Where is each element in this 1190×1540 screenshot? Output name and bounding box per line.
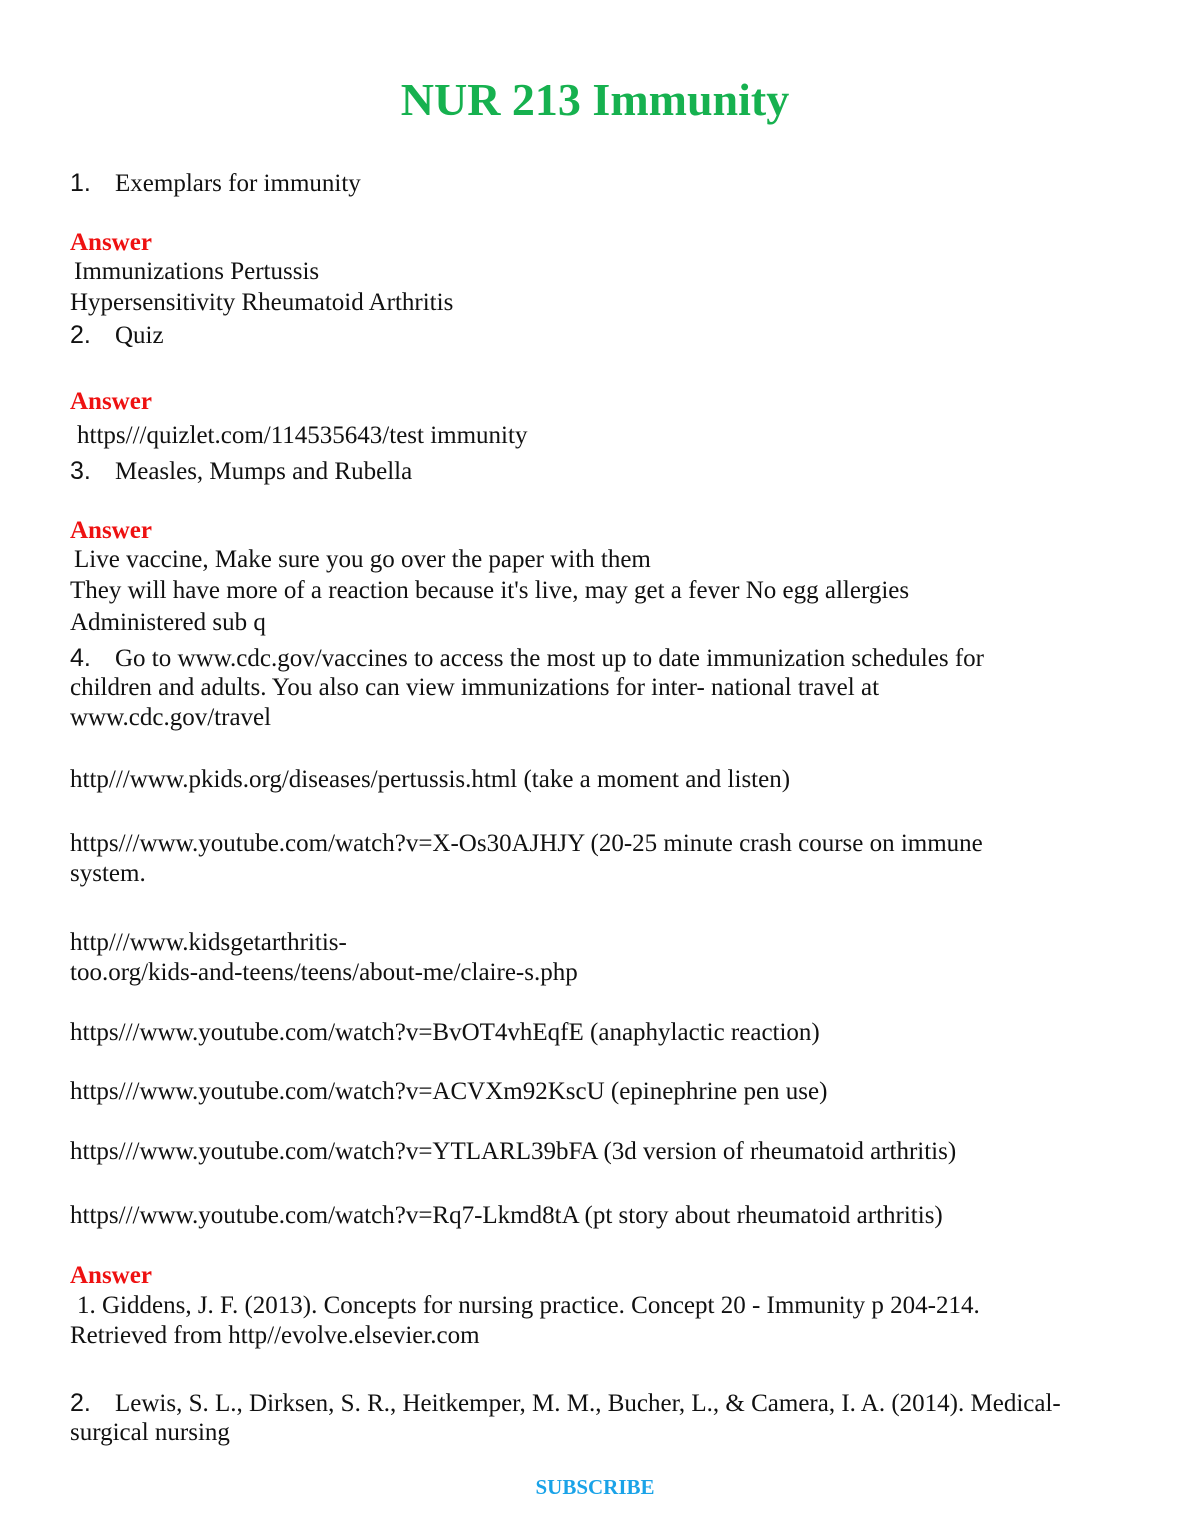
reference-line: Retrieved from http//evolve.elsevier.com — [70, 1322, 480, 1349]
question-number: 2. — [70, 321, 91, 349]
resource-link[interactable]: https///www.youtube.com/watch?v=YTLARL39bFA (3d version of rheumatoid arthritis) — [70, 1138, 957, 1165]
answer-line: Immunizations Pertussis — [74, 258, 320, 285]
question-text: Measles, Mumps and Rubella — [115, 458, 413, 485]
answer-line: Administered sub q — [70, 609, 266, 636]
reference-line: surgical nursing — [70, 1419, 230, 1446]
resource-link[interactable]: http///www.pkids.org/diseases/pertussis.html (take a moment and listen) — [70, 766, 791, 793]
reference-2 — [70, 1388, 1130, 1419]
answer-line: https///quizlet.com/114535643/test immunity — [77, 422, 528, 449]
question-4-line: children and adults. You also can view immunizations for inter- national travel at — [70, 674, 880, 701]
question-text: Go to www.cdc.gov/vaccines to access the most up to date immunization schedules for — [115, 645, 984, 672]
answer-line: Live vaccine, Make sure you go over the paper with them — [74, 546, 651, 573]
question-number: 4. — [70, 644, 91, 672]
answer-label: Answer — [70, 517, 152, 544]
resource-link[interactable]: https///www.youtube.com/watch?v=BvOT4vhEqfE (anaphylactic reaction) — [70, 1019, 820, 1046]
resource-link-cont[interactable]: too.org/kids-and-teens/teens/about-me/claire-s.php — [70, 959, 578, 986]
question-1 — [70, 168, 1130, 199]
subscribe-link[interactable]: SUBSCRIBE — [535, 1475, 655, 1499]
reference-text: Lewis, S. L., Dirksen, S. R., Heitkemper, M. M., Bucher, L., & Camera, I. A. (2014). Medical- — [115, 1390, 1061, 1417]
page-title: NUR 213 Immunity — [400, 74, 790, 125]
answer-label: Answer — [70, 388, 152, 415]
question-text: Quiz — [115, 322, 164, 349]
question-number: 1. — [70, 169, 91, 197]
question-number: 3. — [70, 457, 91, 485]
question-4-line: www.cdc.gov/travel — [70, 704, 272, 731]
question-text: Exemplars for immunity — [115, 170, 361, 197]
question-4 — [70, 643, 1130, 674]
resource-link[interactable]: https///www.youtube.com/watch?v=ACVXm92KscU (epinephrine pen use) — [70, 1078, 828, 1105]
resource-link[interactable]: https///www.youtube.com/watch?v=X-Os30AJHJY (20-25 minute crash course on immune — [70, 830, 983, 857]
question-2 — [70, 320, 1130, 351]
answer-line: They will have more of a reaction because it's live, may get a fever No egg allergies — [70, 577, 910, 604]
answer-label: Answer — [70, 229, 152, 256]
reference-line: 1. Giddens, J. F. (2013). Concepts for nursing practice. Concept 20 - Immunity p 204-214. — [77, 1292, 980, 1319]
resource-link-cont: system. — [70, 860, 146, 887]
reference-number: 2. — [70, 1389, 91, 1417]
resource-link[interactable]: http///www.kidsgetarthritis- — [70, 929, 347, 956]
question-3 — [70, 456, 1130, 487]
answer-label: Answer — [70, 1262, 152, 1289]
resource-link[interactable]: https///www.youtube.com/watch?v=Rq7-Lkmd8tA (pt story about rheumatoid arthritis) — [70, 1202, 943, 1229]
answer-line: Hypersensitivity Rheumatoid Arthritis — [70, 289, 454, 316]
